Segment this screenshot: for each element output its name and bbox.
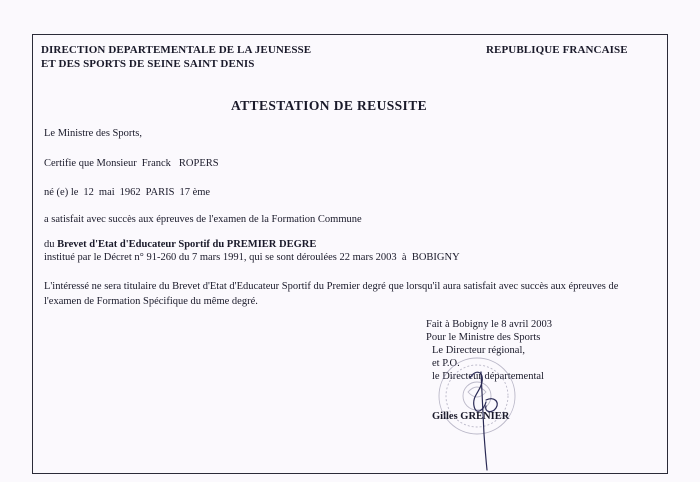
success-line: a satisfait avec succès aux épreuves de l'examen de la Formation Commune: [44, 214, 362, 225]
last-name: ROPERS: [178, 158, 219, 169]
note-paragraph: L'intéressé ne sera titulaire du Brevet d'Etat d'Educateur Sportif du Premier degré que lorsqu'il aura satisfait avec succès aux épreuves de l'examen de Formation Spécifique du même degré.: [44, 281, 619, 307]
minister-line: Le Ministre des Sports,: [44, 128, 142, 139]
handwritten-signature: [470, 372, 497, 470]
republic-label: REPUBLIQUE FRANCAISE: [486, 44, 628, 56]
certificate-title: ATTESTATION DE REUSSITE: [231, 98, 428, 113]
born-prefix: né (e) le: [44, 187, 79, 198]
first-name: Franck: [141, 158, 171, 169]
official-stamp: [439, 358, 515, 434]
decree-text: institué par le Décret n° 91-260 du 7 mars 1991, qui se sont déroulées 22 mars 2003: [44, 252, 397, 263]
signer-name: Gilles GRENIER: [432, 411, 510, 422]
birth-day: 12: [83, 187, 94, 198]
org-name-line2: ET DES SPORTS DE SEINE SAINT DENIS: [41, 58, 255, 70]
org-name-line1: DIRECTION DEPARTEMENTALE DE LA JEUNESSE: [41, 44, 312, 56]
for-minister: Pour le Ministre des Sports: [426, 332, 541, 343]
decree-place-prefix: à: [401, 252, 407, 263]
birth-year: 1962: [119, 187, 141, 198]
departmental-director: le Directeur départemental: [432, 371, 544, 382]
diploma-name: Brevet d'Etat d'Educateur Sportif du PREMIER DEGRE: [57, 239, 317, 250]
diploma-prefix: du: [44, 239, 55, 250]
birth-month: mai: [98, 187, 115, 198]
certify-prefix: Certifie que Monsieur: [44, 158, 137, 169]
po-line: et P.O.: [432, 358, 460, 369]
decree-place: BOBIGNY: [411, 252, 460, 263]
birth-city: PARIS: [145, 187, 175, 198]
regional-director: Le Directeur régional,: [432, 345, 525, 356]
birth-district: 17 ème: [179, 187, 211, 198]
place-date: Fait à Bobigny le 8 avril 2003: [426, 319, 552, 330]
